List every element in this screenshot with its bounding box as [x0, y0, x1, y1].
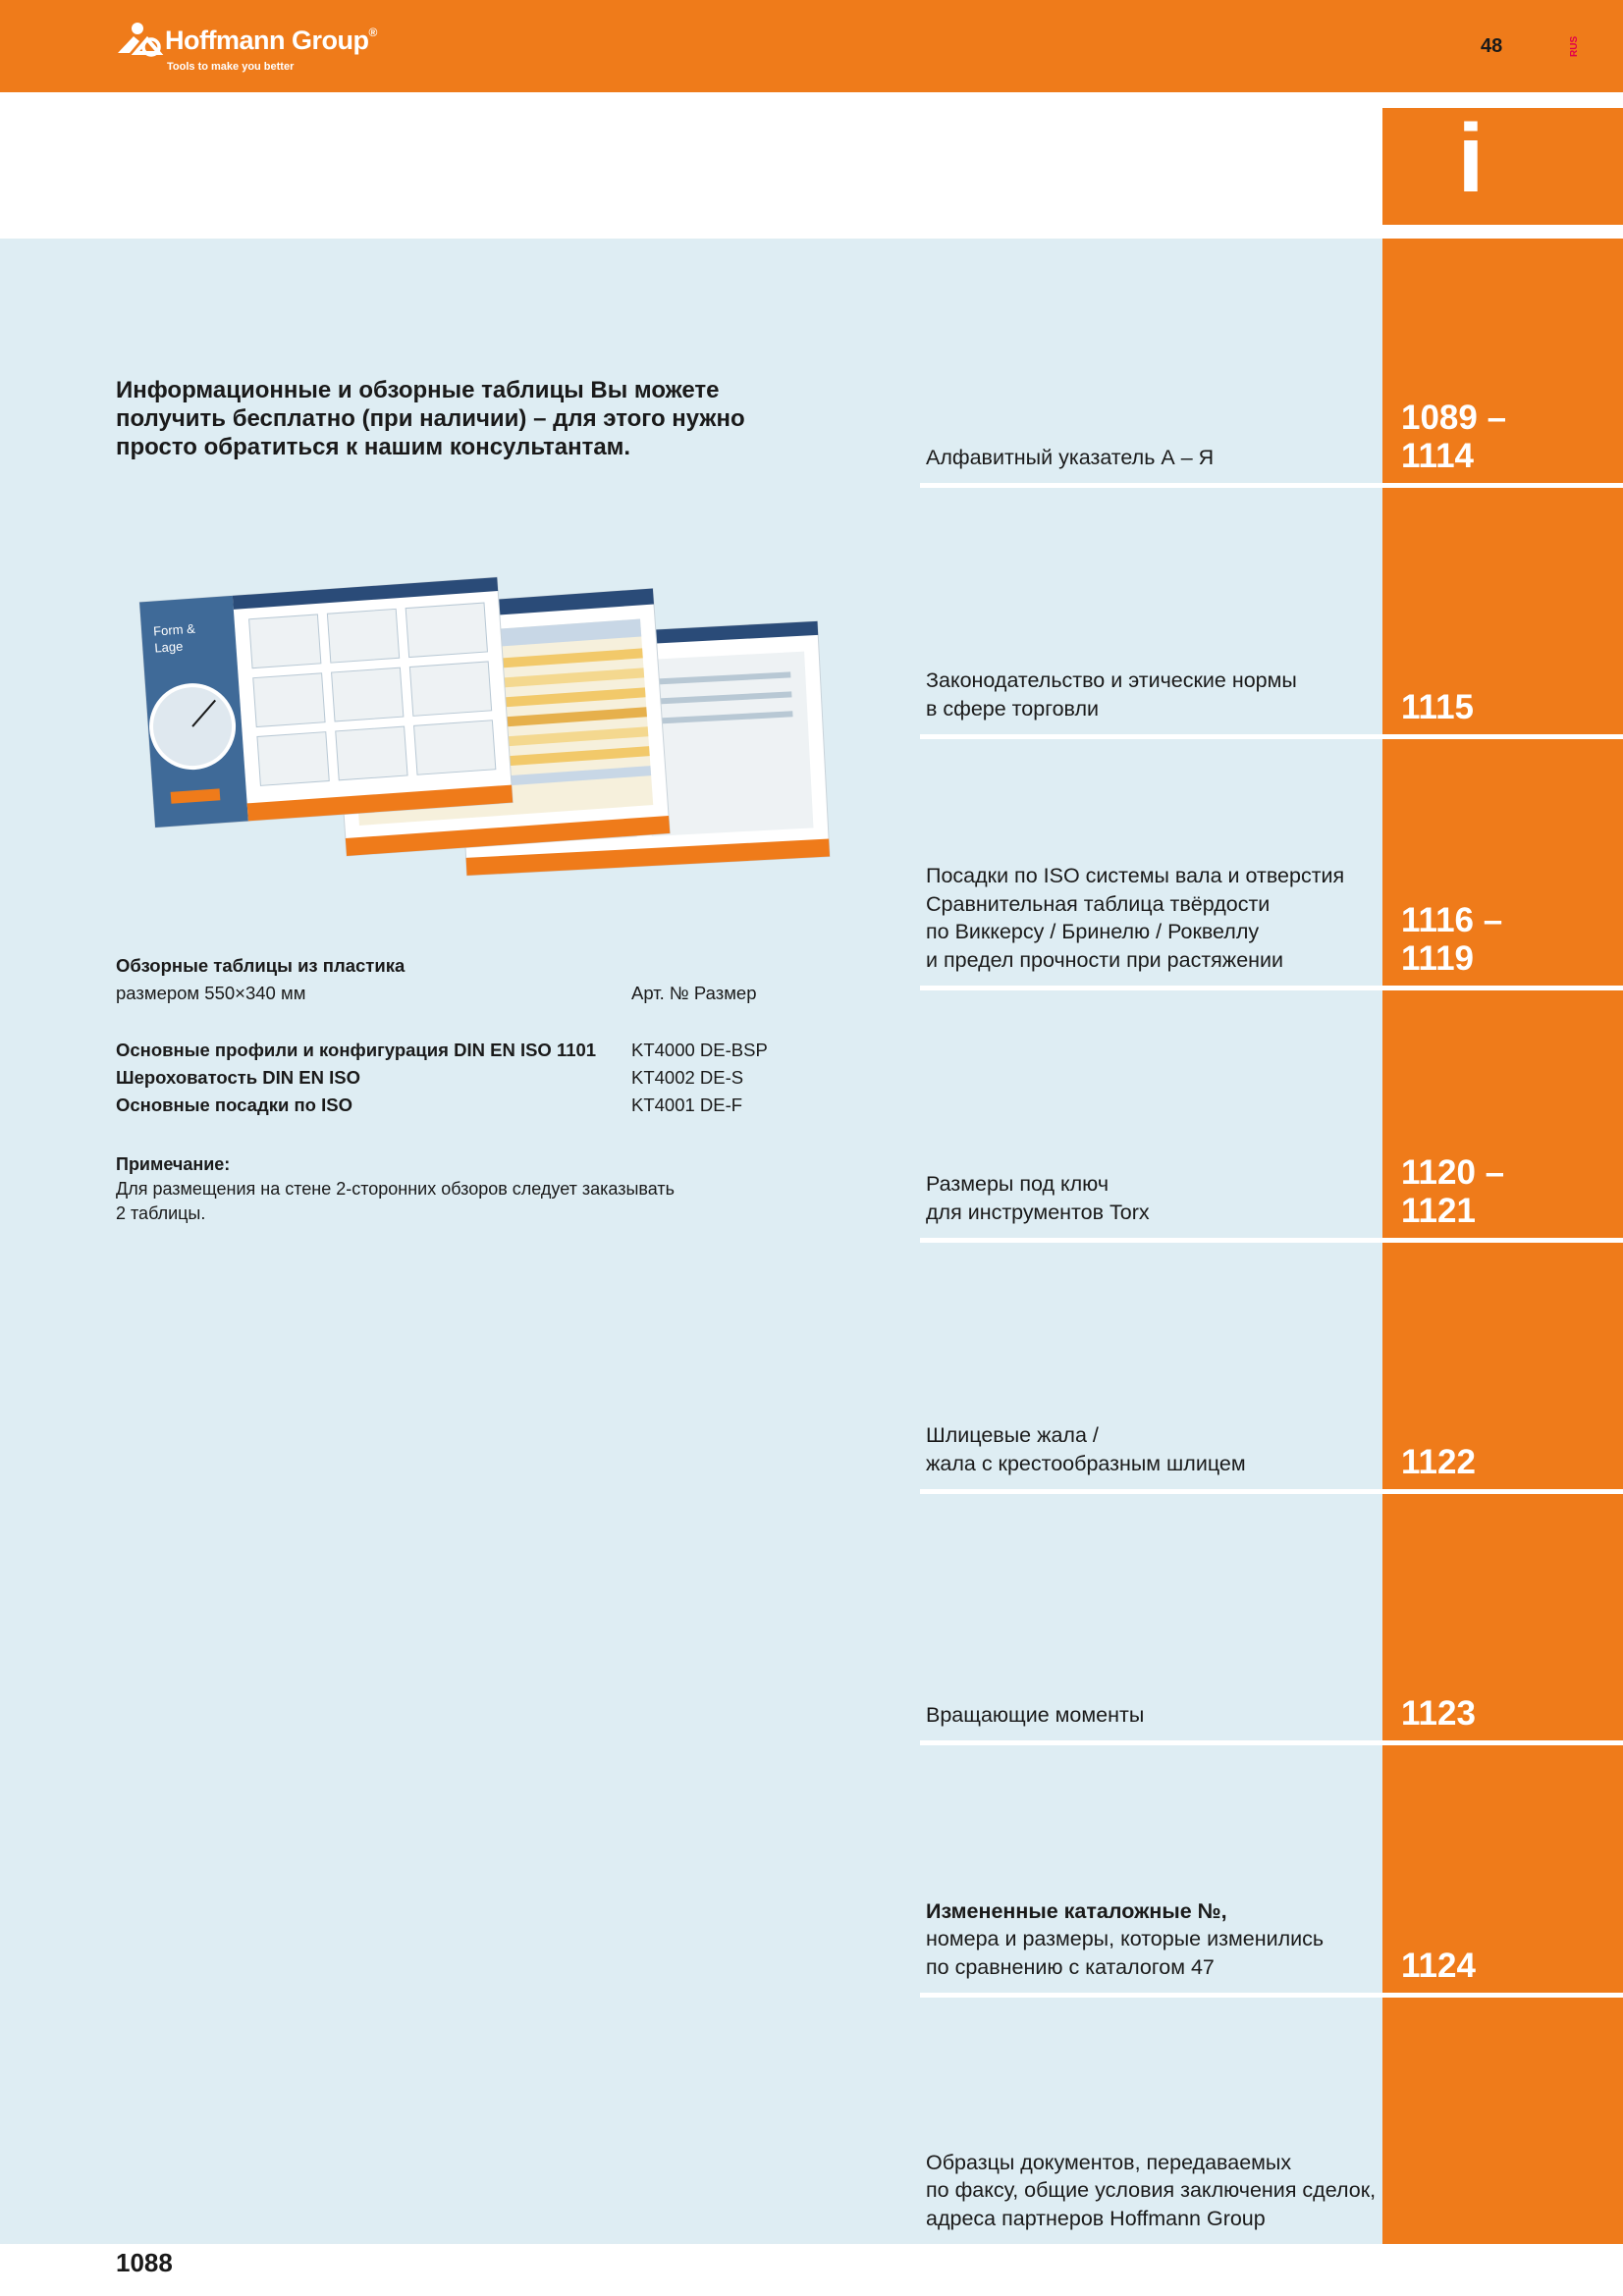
index-row-pages[interactable]: [1401, 901, 1597, 978]
svg-text:Form &: Form &: [152, 620, 196, 639]
index-row-pages[interactable]: [1401, 1443, 1597, 1481]
poster-1: [139, 577, 513, 828]
note-line: 2 таблицы.: [116, 1203, 206, 1223]
index-row-divider: [920, 483, 1623, 488]
product-list-size: размером 550×340 мм: [116, 983, 306, 1003]
index-row-title: [926, 1170, 1387, 1226]
index-row-pages[interactable]: [1401, 688, 1597, 726]
index-row-title: [926, 1701, 1387, 1730]
index-row-line: Шлицевые жала /: [926, 1423, 1099, 1447]
intro-text: Информационные и обзорные таблицы Вы можете получить бесплатно (при наличии) – для этого нужно просто обратиться к нашим консультантам.: [116, 377, 745, 460]
index-row-title: [926, 862, 1387, 974]
product-name: Основные профили и конфигурация DIN EN ISO 1101: [116, 1040, 597, 1060]
index-row-line: Вращающие моменты: [926, 1702, 1145, 1727]
brand-tagline: Tools to make you better: [167, 61, 295, 73]
index-row-page-number: 1124: [1401, 1947, 1476, 1985]
index-row-line: по сравнению с каталогом 47: [926, 1954, 1215, 1979]
index-row-divider: [920, 734, 1623, 739]
index-row-pages[interactable]: [1401, 1947, 1597, 1985]
section-tab-info[interactable]: [1382, 104, 1623, 225]
index-row-page-number: 1116 –: [1401, 901, 1503, 939]
index-row-page-number: 1119: [1401, 939, 1474, 978]
index-row-pages[interactable]: [1401, 399, 1597, 475]
index-row-line: номера и размеры, которые изменились: [926, 1927, 1325, 1950]
index-row-divider: [920, 986, 1623, 990]
product-row: [116, 1037, 823, 1064]
index-row-page-number: 1115: [1401, 688, 1474, 726]
catalog-edition: 48: [1481, 35, 1503, 57]
index-row-line: Сравнительная таблица твёрдости: [926, 891, 1271, 916]
index-row-line: Измененные каталожные №,: [926, 1898, 1227, 1923]
index-row-line: адреса партнеров Hoffmann Group: [926, 2206, 1266, 2230]
product-code: KT4001 DE-F: [631, 1095, 743, 1115]
index-row-line: Посадки по ISO системы вала и отверстия: [926, 864, 1345, 887]
index-row-title: [926, 667, 1387, 722]
index-row-title: [926, 444, 1387, 472]
index-row-line: Образцы документов, передаваемых: [926, 2150, 1292, 2174]
index-row-page-number: 1123: [1401, 1694, 1476, 1733]
index-row-line: Алфавитный указатель А – Я: [926, 445, 1215, 469]
index-row-page-number: 1089 –: [1401, 399, 1507, 437]
product-code: KT4002 DE-S: [631, 1067, 744, 1088]
index-row-line: по факсу, общие условия заключения сделок,: [926, 2178, 1377, 2202]
product-list-title: Обзорные таблицы из пластика: [116, 955, 406, 976]
product-list-column-header: Арт. № Размер: [631, 983, 757, 1003]
index-row-title: [926, 1421, 1387, 1477]
index-row-divider: [920, 1993, 1623, 1998]
brand-name: Hoffmann Group®: [165, 26, 377, 55]
index-row-title: [926, 2149, 1387, 2233]
svg-text:Lage: Lage: [153, 638, 184, 656]
note-block: [116, 1152, 803, 1226]
note-title: Примечание:: [116, 1154, 231, 1174]
index-row-page-number: 1121: [1401, 1192, 1476, 1230]
product-row: [116, 1092, 823, 1119]
product-list: [116, 952, 823, 1119]
note-line: Для размещения на стене 2-сторонних обзоров следует заказывать: [116, 1179, 676, 1199]
index-row-line: жала с крестообразным шлицем: [926, 1451, 1246, 1475]
hoffmann-logo-icon: [114, 20, 165, 59]
index-row-divider: [920, 1489, 1623, 1494]
index-row-line: по Виккерсу / Бринелю / Роквеллу: [926, 920, 1260, 943]
product-row: [116, 1064, 823, 1092]
index-row-page-number: 1122: [1401, 1443, 1476, 1481]
language-code: RUS: [1569, 35, 1580, 57]
index-row-pages[interactable]: [1401, 1694, 1597, 1733]
product-name: Шероховатость DIN EN ISO: [116, 1067, 361, 1088]
index-row-page-number: 1120 –: [1401, 1153, 1505, 1192]
index-row-divider: [920, 1740, 1623, 1745]
product-name: Основные посадки по ISO: [116, 1095, 352, 1115]
info-icon: i: [1457, 104, 1485, 212]
index-row-title: [926, 1897, 1387, 1982]
index-row-line: в сфере торговли: [926, 696, 1100, 721]
overview-posters-image: [137, 569, 844, 893]
index-row-pages[interactable]: [1401, 1153, 1597, 1230]
index-row-line: Размеры под ключ: [926, 1172, 1109, 1196]
product-code: KT4000 DE-BSP: [631, 1040, 768, 1060]
header-bar: [0, 0, 1623, 92]
index-row-divider: [920, 1238, 1623, 1243]
index-row-line: и предел прочности при растяжении: [926, 947, 1284, 972]
index-row-page-number: 1114: [1401, 437, 1474, 475]
index-row-line: Законодательство и этические нормы: [926, 668, 1297, 692]
index-row-line: для инструментов Torx: [926, 1200, 1150, 1224]
page-number: 1088: [116, 2248, 173, 2277]
